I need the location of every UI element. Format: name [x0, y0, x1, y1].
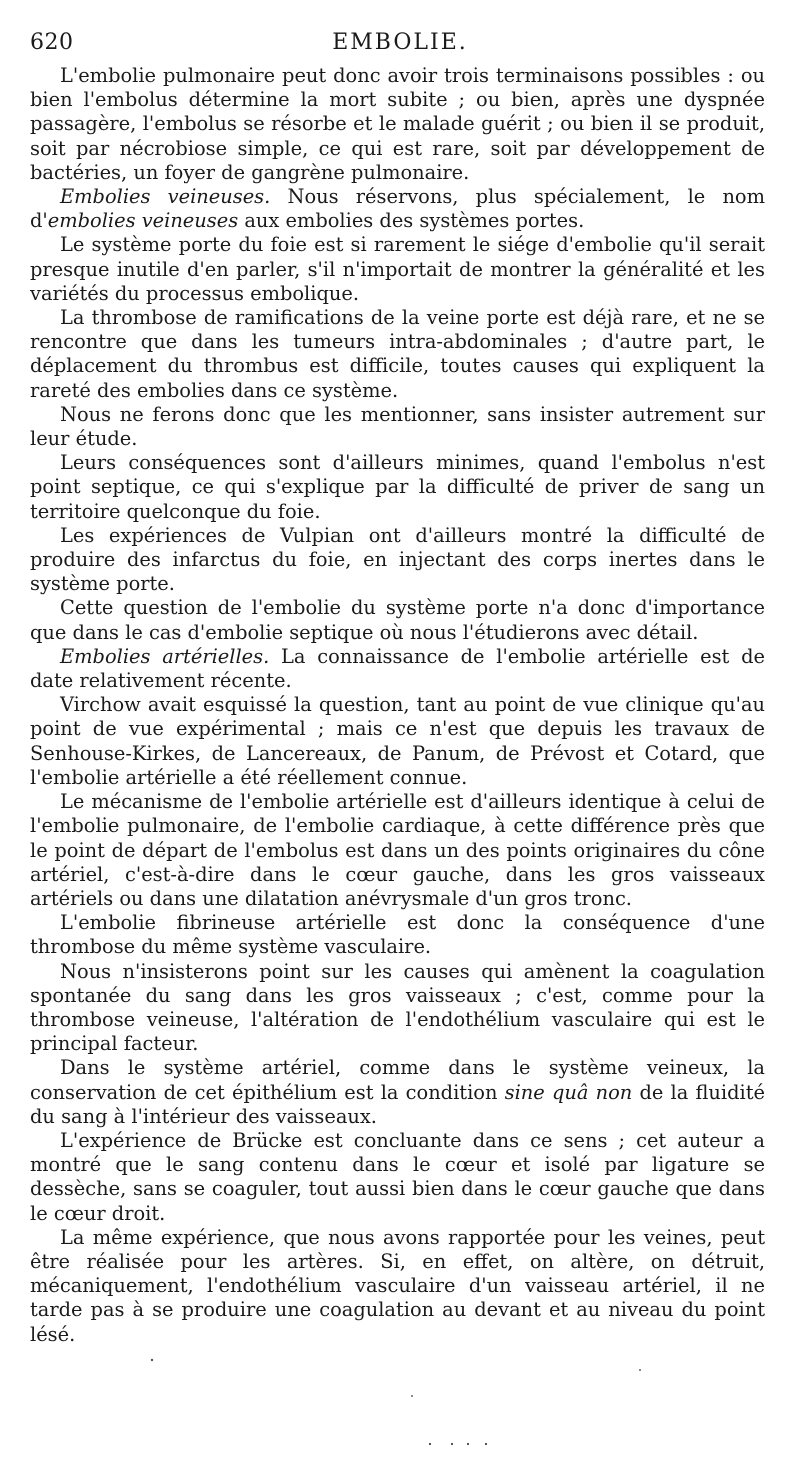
section-heading: Embolies artérielles. — [60, 644, 270, 668]
section-heading: Embolies veineuses. — [60, 185, 271, 209]
ink-speck — [151, 1359, 153, 1361]
paragraph: Le système porte du foie est si rarement le siége d'embolie qu'il serait presque inutile d'en parler, s'il n'importait de montrer la généralité et les variétés du processus embolique. — [30, 233, 765, 305]
ink-speck — [467, 1443, 469, 1445]
paragraph: L'expérience de Brücke est concluante dans ce sens ; cet auteur a montré que le sang contenu dans le cœur et isolé par ligature se dessèche, sans se coaguler, tout aussi bien dans le cœur gauche que dans le cœur droit. — [30, 1128, 765, 1225]
paragraph: La thrombose de ramifications de la veine porte est déjà rare, et ne se rencontre que dans les tumeurs intra-abdominales ; d'autre part, le déplacement du thrombus est difficile, toutes causes qui expliquent la rareté des embolies dans ce système. — [30, 306, 765, 402]
paragraph: L'embolie fibrineuse artérielle est donc la conséquence d'une thrombose du même système vasculaire. — [30, 911, 765, 959]
paragraph: L'embolie pulmonaire peut donc avoir trois terminaisons possibles : ou bien l'embolus détermine la mort subite ; ou bien, après une dyspnée passagère, l'embolus se résorbe et le malade guérit ; ou bien il se produit, soit par nécrobiose simple, ce qui est rare, soit par développement de bactéries, un foyer de gangrène pulmonaire. — [30, 64, 765, 184]
paragraph: Nous n'insisterons point sur les causes qui amènent la coagulation spontanée du sang dans les gros vaisseaux ; c'est, comme pour la thrombose veineuse, l'altération de l'endothélium vasculaire qui est le principal facteur. — [30, 959, 765, 1056]
page-header — [30, 30, 770, 60]
paragraph: Les expériences de Vulpian ont d'ailleurs montré la difficulté de produire des infarctus du foie, en injectant des corps inertes dans le système porte. — [30, 523, 765, 596]
paragraph: Embolies veineuses. Nous réservons, plus spécialement, le nom d'embolies veineuses aux embolies des systèmes portes. — [30, 185, 765, 233]
paragraph: Leurs conséquences sont d'ailleurs minimes, quand l'embolus n'est point septique, ce qui s'explique par la difficulté de priver de sang un territoire quelconque du foie. — [30, 451, 765, 523]
ink-speck — [639, 1369, 641, 1371]
page-number: 620 — [30, 30, 74, 55]
paragraph: Dans le système artériel, comme dans le système veineux, la conservation de cet épithélium est la condition sine quâ non de la fluidité du sang à l'intérieur des vaisseaux. — [30, 1056, 765, 1128]
paragraph: La même expérience, que nous avons rapportée pour les veines, peut être réalisée pour les artères. Si, en effet, on altère, on détruit, mécaniquement, l'endothélium vasculaire d'un vaisseau artériel, il ne tarde pas à se produire une coagulation au devant et au niveau du point lésé. — [30, 1225, 765, 1346]
ink-speck — [429, 1443, 431, 1445]
paragraph: Le mécanisme de l'embolie artérielle est d'ailleurs identique à celui de l'embolie pulmonaire, de l'embolie cardiaque, à cette différence près que le point de départ de l'embolus est dans un des points originaires du cône artériel, c'est-à-dire dans le cœur gauche, dans les gros vaisseaux artériels ou dans une dilatation anévrysmale d'un gros tronc. — [30, 790, 765, 910]
paragraph: Nous ne ferons donc que les mentionner, sans insister autrement sur leur étude. — [30, 402, 765, 451]
paragraph: Embolies artérielles. La connaissance de l'embolie artérielle est de date relativement récente. — [30, 644, 765, 693]
ink-speck — [485, 1443, 487, 1445]
ink-speck — [451, 1443, 453, 1445]
body-text — [30, 64, 765, 1347]
paragraph: Cette question de l'embolie du système porte n'a donc d'importance que dans le cas d'embolie septique où nous l'étudierons avec détail. — [30, 596, 765, 644]
ink-speck — [411, 1395, 413, 1397]
paragraph: Virchow avait esquissé la question, tant au point de vue clinique qu'au point de vue expérimental ; mais ce n'est que depuis les travaux de Senhouse-Kirkes, de Lancereaux, de Panum, de Prévost et Cotard, que l'embolie artérielle a été réellement connue. — [30, 693, 765, 789]
running-title: EMBOLIE. — [332, 30, 468, 55]
